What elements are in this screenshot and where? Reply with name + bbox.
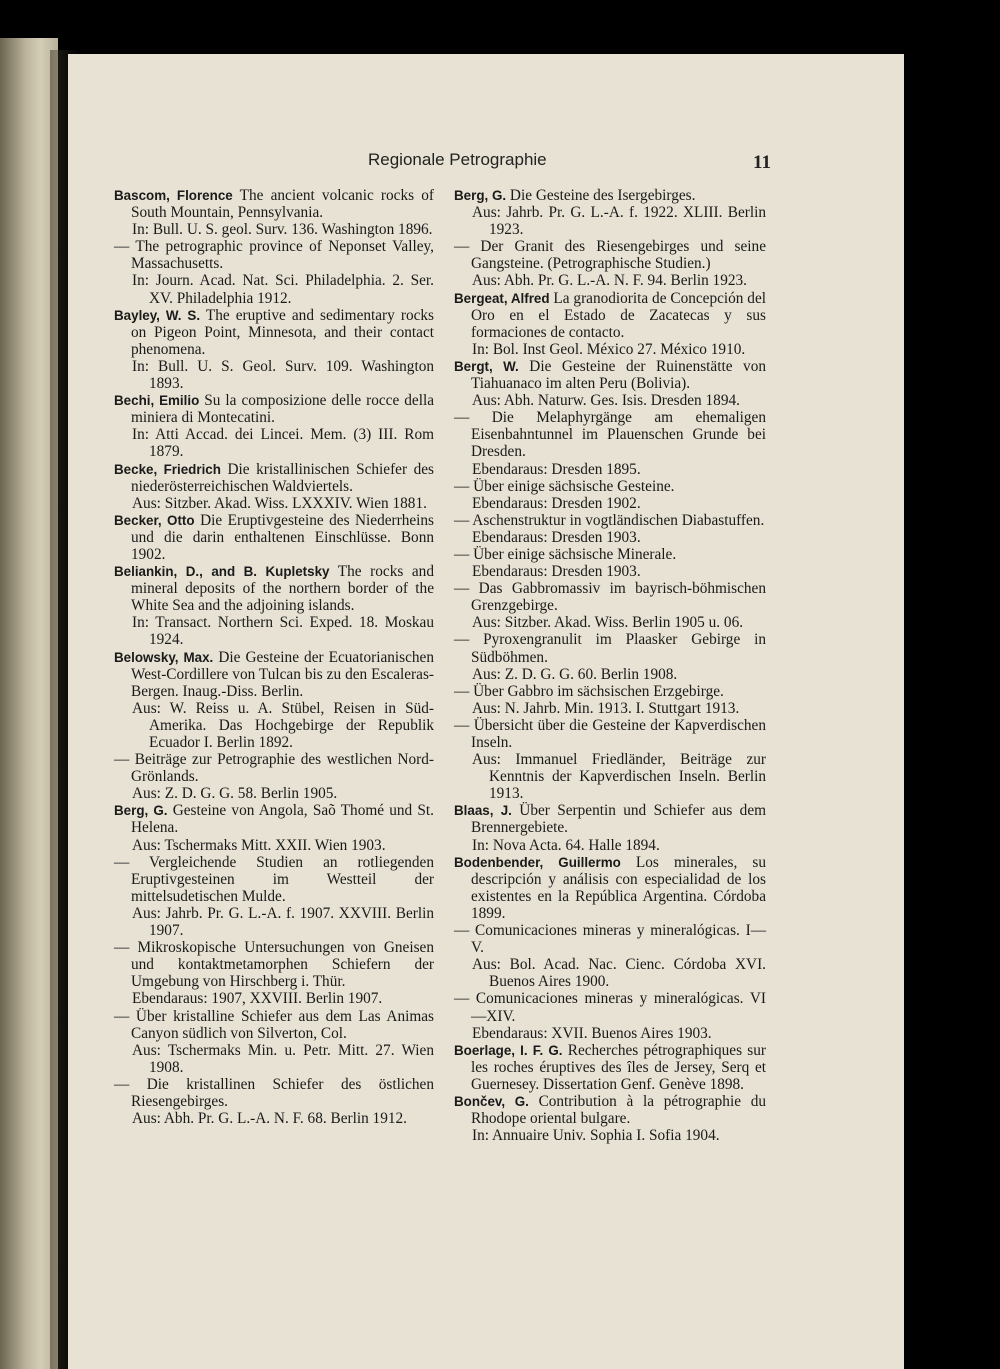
bibliography-entry [454,478,766,495]
bibliography-entry [454,409,766,460]
entry-title: — Über einige sächsische Minerale. [454,545,677,563]
entry-title: Die Gesteine der Ecuatorianischen West-Cordillere von Tulcan bis zu den Escaleras-Bergen. Inaug.-Diss. Berlin. [131,648,434,700]
entry-title: — Aschenstruktur in vogtländischen Diabastuffen. [454,511,765,529]
bibliography-entry [114,512,434,563]
entry-source: Aus: Sitzber. Akad. Wiss. LXXXIV. Wien 1881. [132,494,427,512]
entry-source: In: Bull. U. S. Geol. Surv. 109. Washington 1893. [132,357,434,393]
entry-title: Die Gesteine des Isergebirges. [509,187,696,204]
entry-title: — Mikroskopische Untersuchungen von Gneisen und kontaktmetamorphen Schiefern der Umgebung von Hirschberg i. Thür. [114,939,434,991]
entry-source: Aus: Bol. Acad. Nac. Cienc. Córdoba XVI. Buenos Aires 1900. [472,956,766,991]
entry-source: In: Transact. Northern Sci. Exped. 18. Moskau 1924. [132,614,434,649]
bibliography-entry [114,939,434,990]
bibliography-entry [454,580,766,614]
entry-source: Aus: Z. D. G. G. 58. Berlin 1905. [132,785,338,803]
entry-author: Bodenbender, Guillermo [454,854,621,870]
entry-title: — Die Melaphyrgänge am ehemaligen Eisenbahntunnel im Plauenschen Grunde bei Dresden. [454,409,766,461]
left-column [114,187,434,1127]
entry-title: Die Gesteine der Ruinenstätte von Tiahuanaco im alten Peru (Bolivia). [471,357,766,393]
entry-source: Aus: Tschermaks Mitt. XXII. Wien 1903. [132,836,386,854]
bibliography-entry [114,307,434,358]
entry-title: The ancient volcanic rocks of South Mountain, Pennsylvania. [131,187,434,222]
entry-author: Berg, G. [454,188,507,203]
entry-title: — Über einige sächsische Gesteine. [454,477,675,495]
entry-title: La granodiorita de Concepción del Oro en el Estado de Zacatecas y sus formaciones de contacto. [471,289,766,341]
entry-title: — Der Granit des Riesengebirges und seine Gangsteine. (Petrographische Studien.) [454,238,766,273]
entry-source: Aus: Jahrb. Pr. G. L.-A. f. 1907. XXVIII. Berlin 1907. [132,904,434,940]
entry-author: Becker, Otto [114,512,195,528]
entry-title: Recherches pétrographiques sur les roches éruptives des îles de Jersey, Serq et Guernesey. Dissertation Genf. Genève 1898. [471,1041,767,1093]
entry-source: In: Bol. Inst Geol. México 27. México 1910. [472,340,746,358]
entry-author: Belowsky, Max. [114,649,214,665]
entry-source: Aus: Abh. Pr. G. L.-A. N. F. 68. Berlin 1912. [132,1110,407,1128]
bibliography-entry [454,683,766,700]
entry-source: Ebendaraus: Dresden 1895. [472,460,641,478]
bibliography-entry [454,290,766,341]
entry-author: Bergeat, Alfred [454,290,550,306]
entry-title: — The petrographic province of Neponset Valley, Massachusetts. [114,238,434,273]
bibliography-entry [114,392,434,426]
page-number: 11 [753,152,771,173]
entry-title: — Vergleichende Studien an rotliegenden Eruptivgesteinen im Westteil der mittelsudetischen Mulde. [114,853,434,905]
bibliography-entry [114,802,434,836]
entry-title: Los minerales, su descripción y análisis con especialidad de los existentes en la República Argentina. Córdoba 1899. [471,853,766,922]
entry-source: Ebendaraus: Dresden 1903. [472,563,641,581]
entry-title: Contribution à la pétrographie du Rhodope oriental bulgare. [471,1092,766,1128]
entry-source: In: Bull. U. S. geol. Surv. 136. Washington 1896. [132,221,433,239]
bibliography-entry [114,1076,434,1110]
running-header: Regionale Petrographie [368,150,547,169]
entry-source: Ebendaraus: Dresden 1903. [472,528,641,546]
bibliography-entry [114,187,434,221]
bibliography-entry [454,512,766,529]
entry-title: — Das Gabbromassiv im bayrisch-böhmischen Grenzgebirge. [454,580,766,615]
entry-source: Aus: N. Jahrb. Min. 1913. I. Stuttgart 1913. [472,699,740,717]
bibliography-entry [454,1093,766,1127]
entry-title: Gesteine von Angola, Saõ Thomé und St. Helena. [131,802,434,837]
entry-author: Boerlage, I. F. G. [454,1042,563,1058]
bibliography-entry [454,717,766,751]
entry-source: Aus: Jahrb. Pr. G. L.-A. f. 1922. XLIII. Berlin 1923. [472,204,766,239]
entry-source: Ebendaraus: 1907, XXVIII. Berlin 1907. [132,990,383,1008]
entry-source: Aus: Abh. Pr. G. L.-A. N. F. 94. Berlin 1923. [472,272,747,290]
entry-source: Ebendaraus: XVII. Buenos Aires 1903. [472,1024,712,1042]
entry-title: Die Eruptivgesteine des Niederrheins und die darin enthaltenen Einschlüsse. Bonn 1902. [131,511,435,563]
entry-source: Aus: Abh. Naturw. Ges. Isis. Dresden 1894. [472,392,740,410]
entry-author: Blaas, J. [454,803,512,819]
entry-source: In: Annuaire Univ. Sophia I. Sofia 1904. [472,1127,720,1145]
bibliography-entry [454,187,766,204]
entry-title: — Über Gabbro im sächsischen Erzgebirge. [454,682,724,700]
entry-source: Aus: W. Reiss u. A. Stübel, Reisen in Süd-Amerika. Das Hochgebirge der Republik Ecuador I. Berlin 1892. [132,699,434,751]
bibliography-entry [114,854,434,905]
entry-title: — Pyroxengranulit im Plaasker Gebirge in Südböhmen. [454,631,766,666]
bibliography-entry [454,631,766,665]
entry-author: Bončev, G. [454,1093,529,1109]
bibliography-entry [114,238,434,272]
entry-title: — Die kristallinen Schiefer des östlichen Riesengebirges. [114,1075,434,1110]
entry-source: In: Journ. Acad. Nat. Sci. Philadelphia. 2. Ser. XV. Philadelphia 1912. [132,272,434,307]
entry-author: Bascom, Florence [114,188,233,203]
bibliography-entry [114,1008,434,1042]
right-column [454,187,766,1144]
entry-author: Beliankin, D., and B. Kupletsky [114,564,330,580]
entry-source: Aus: Z. D. G. G. 60. Berlin 1908. [472,665,678,683]
bibliography-entry [454,990,766,1024]
entry-source: Aus: Tschermaks Min. u. Petr. Mitt. 27. Wien 1908. [132,1041,434,1076]
entry-author: Bechi, Emilio [114,393,200,409]
entry-author: Berg, G. [114,803,168,819]
entry-author: Bayley, W. S. [114,307,201,323]
bibliography-entry [114,563,434,614]
entry-title: Die kristallinischen Schiefer des niederösterreichischen Waldviertels. [131,460,434,495]
entry-title: The eruptive and sedimentary rocks on Pigeon Point, Minnesota, and their contact phenomena. [131,306,434,358]
entry-author: Becke, Friedrich [114,461,221,477]
entry-source: Ebendaraus: Dresden 1902. [472,494,641,512]
entry-source: In: Atti Accad. dei Lincei. Mem. (3) III. Rom 1879. [132,426,434,461]
bibliography-entry [454,1042,766,1093]
bibliography-entry [454,238,766,272]
bibliography-entry [454,922,766,956]
bibliography-entry [454,854,766,922]
entry-source: In: Nova Acta. 64. Halle 1894. [472,836,660,854]
entry-title: The rocks and mineral deposits of the northern border of the White Sea and the adjoining islands. [131,563,434,615]
entry-title: Über Serpentin und Schiefer aus dem Brennergebiete. [471,802,767,837]
entry-title: — Comunicaciones mineras y mineralógicas. I—V. [454,922,766,957]
bibliography-entry [114,461,434,495]
entry-title: — Comunicaciones mineras y mineralógicas. VI—XIV. [454,990,766,1025]
bibliography-entry [454,546,766,563]
bibliography-entry [454,358,766,392]
bibliography-entry [114,649,434,700]
entry-title: — Beiträge zur Petrographie des westlichen Nord-Grönlands. [114,751,434,786]
bibliography-entry [114,751,434,785]
entry-source: Aus: Immanuel Friedländer, Beiträge zur Kenntnis der Kapverdischen Inseln. Berlin 1913. [472,751,766,803]
bibliography-entry [454,802,766,836]
entry-source: Aus: Sitzber. Akad. Wiss. Berlin 1905 u. 06. [472,614,744,632]
entry-title: — Übersicht über die Gesteine der Kapverdischen Inseln. [454,716,766,751]
entry-author: Bergt, W. [454,358,519,374]
entry-title: — Über kristalline Schiefer aus dem Las Animas Canyon südlich von Silverton, Col. [114,1007,434,1042]
entry-title: Su la composizione delle rocce della miniera di Montecatini. [131,392,434,427]
